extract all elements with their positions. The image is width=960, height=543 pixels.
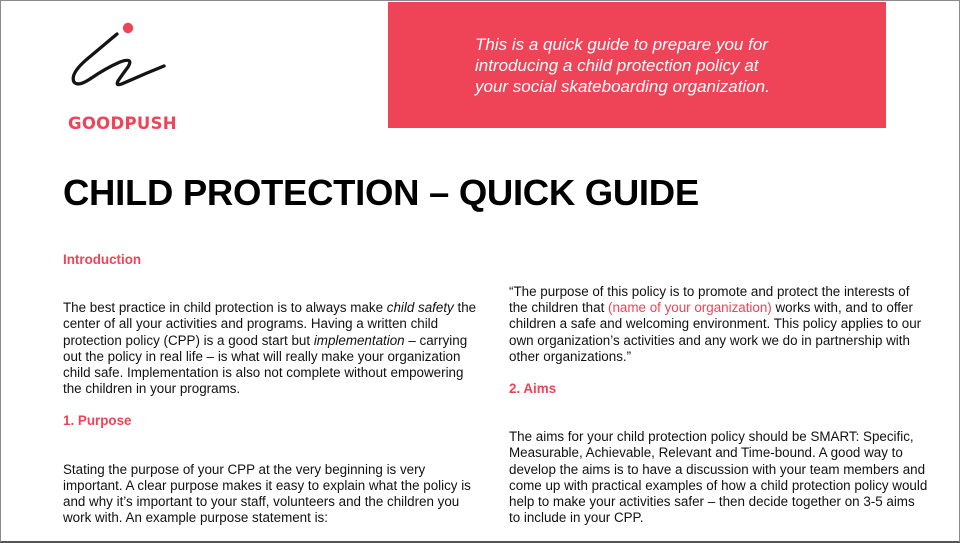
banner-text bbox=[475, 34, 820, 97]
implementation-emphasis: implementation bbox=[313, 332, 405, 348]
banner-line: This is a quick guide to prepare you for bbox=[475, 35, 768, 54]
introduction-heading: Introduction bbox=[63, 252, 142, 267]
purpose-heading: 1. Purpose bbox=[63, 413, 132, 429]
introduction-paragraph: The best practice in child protection is to always make child safety the center of all your activities and programs. Having a written child protection policy (CPP) is a good start but implementation – carrying out the policy in real life – is what will really make your organization child safe. Implementation is also not complete without empowering the children in your programs. bbox=[63, 300, 477, 397]
aims-heading: 2. Aims bbox=[509, 381, 557, 397]
organization-name-placeholder: (name of your organization) bbox=[608, 300, 772, 316]
left-column bbox=[63, 252, 481, 526]
goodpush-wordmark: GOODPUSH bbox=[68, 114, 177, 133]
banner-line: introducing a child protection policy at bbox=[475, 56, 759, 75]
purpose-example-quote: “The purpose of this policy is to promote and protect the interests of the children that (name of your organization) works with, and to offer children a safe and welcoming environment. This policy applies to our own organization’s activities and any work we do in partnership with other organizations.” bbox=[509, 284, 922, 364]
right-column bbox=[509, 284, 929, 526]
purpose-paragraph: Stating the purpose of your CPP at the very beginning is very important. A clear purpose makes it easy to explain what the policy is and why it’s important to your staff, volunteers and the children you work with. An example purpose statement is: bbox=[63, 461, 471, 526]
aims-paragraph: The aims for your child protection policy should be SMART: Specific, Measurable, Achievable, Relevant and Time-bound. A good way to develop the aims is to have a discussion with your team members and come up with practical examples of how a child protection policy would help to make your activities safer – then decide together on 3-5 aims to include in your CPP. bbox=[509, 429, 928, 526]
page-title: CHILD PROTECTION – QUICK GUIDE bbox=[63, 172, 699, 213]
banner-line: your social skateboarding organization. bbox=[475, 77, 770, 96]
child-safety-emphasis: child safety bbox=[386, 300, 454, 316]
